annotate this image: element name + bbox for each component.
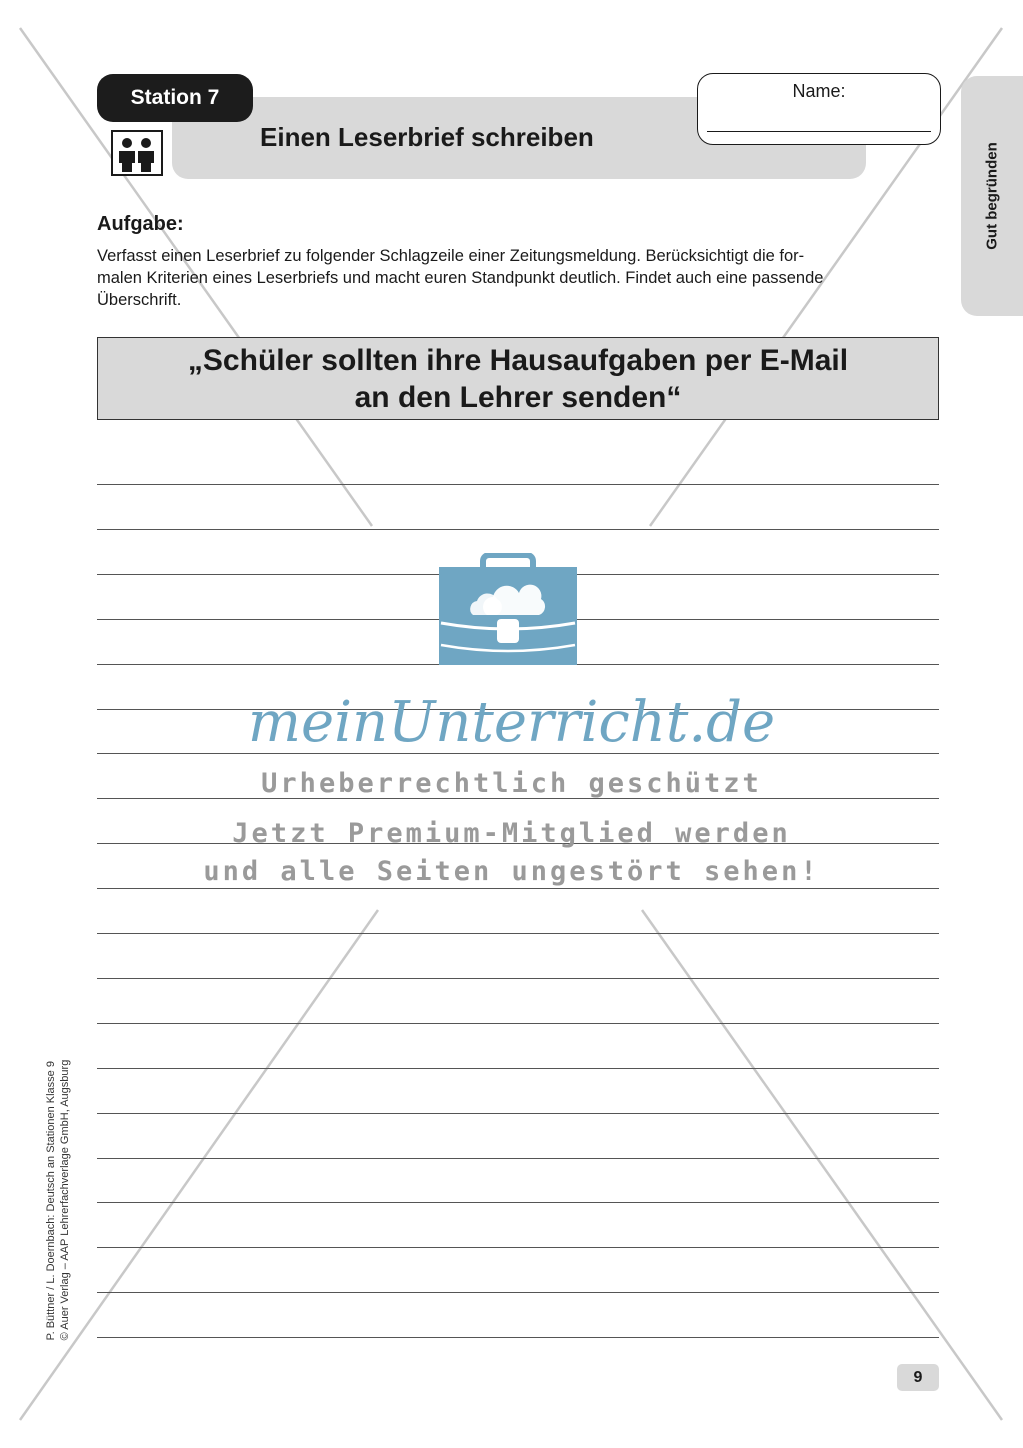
page-title: Einen Leserbrief schreiben (260, 122, 594, 152)
writing-line (97, 529, 939, 530)
watermark-copyright: Urheberrechtlich geschützt (261, 768, 762, 799)
writing-line (97, 1158, 939, 1159)
publisher-credit (44, 1060, 72, 1341)
writing-line (97, 484, 939, 485)
station-badge: Station 7 (97, 74, 253, 122)
name-label: Name: (792, 81, 846, 101)
writing-line (97, 1202, 939, 1203)
task-line: Verfasst einen Leserbrief zu folgender Schlagzeile einer Zeitungsmeldung. Berücksichtigt die for- (97, 247, 805, 265)
side-tab-label: Gut begründen (983, 142, 1001, 250)
credit-line: © Auer Verlag – AAP Lehrerfachverlage GmbH, Augsburg (59, 1059, 71, 1341)
page-number: 9 (897, 1364, 939, 1391)
writing-line (97, 888, 939, 889)
task-heading: Aufgabe: (97, 213, 184, 235)
writing-line (97, 1068, 939, 1069)
name-write-line (707, 131, 931, 132)
watermark-premium-2: und alle Seiten ungestört sehen! (203, 856, 820, 887)
watermark-premium: Jetzt Premium-Mitglied werden (232, 818, 791, 849)
watermark-brand: meinUnterricht.de (247, 690, 776, 755)
writing-line (97, 1337, 939, 1338)
side-tab (961, 76, 1023, 316)
headline-box (97, 337, 939, 420)
name-field[interactable] (697, 73, 941, 145)
writing-line (97, 1247, 939, 1248)
partner-work-icon (111, 130, 163, 176)
credit-line: P. Büttner / L. Doernbach: Deutsch an Stationen Klasse 9 (45, 1061, 57, 1341)
writing-line (97, 1292, 939, 1293)
writing-line (97, 933, 939, 934)
headline-line: „Schüler sollten ihre Hausaufgaben per E-Mail (187, 343, 849, 377)
task-text (97, 245, 943, 311)
writing-line (97, 1023, 939, 1024)
writing-line (97, 978, 939, 979)
writing-line (97, 1113, 939, 1114)
briefcase-cloud-icon (439, 553, 577, 665)
task-line: malen Kriterien eines Leserbriefs und macht euren Standpunkt deutlich. Findet auch eine passende (97, 269, 824, 287)
headline-line: an den Lehrer senden“ (354, 380, 682, 414)
task-line: Überschrift. (97, 291, 182, 309)
